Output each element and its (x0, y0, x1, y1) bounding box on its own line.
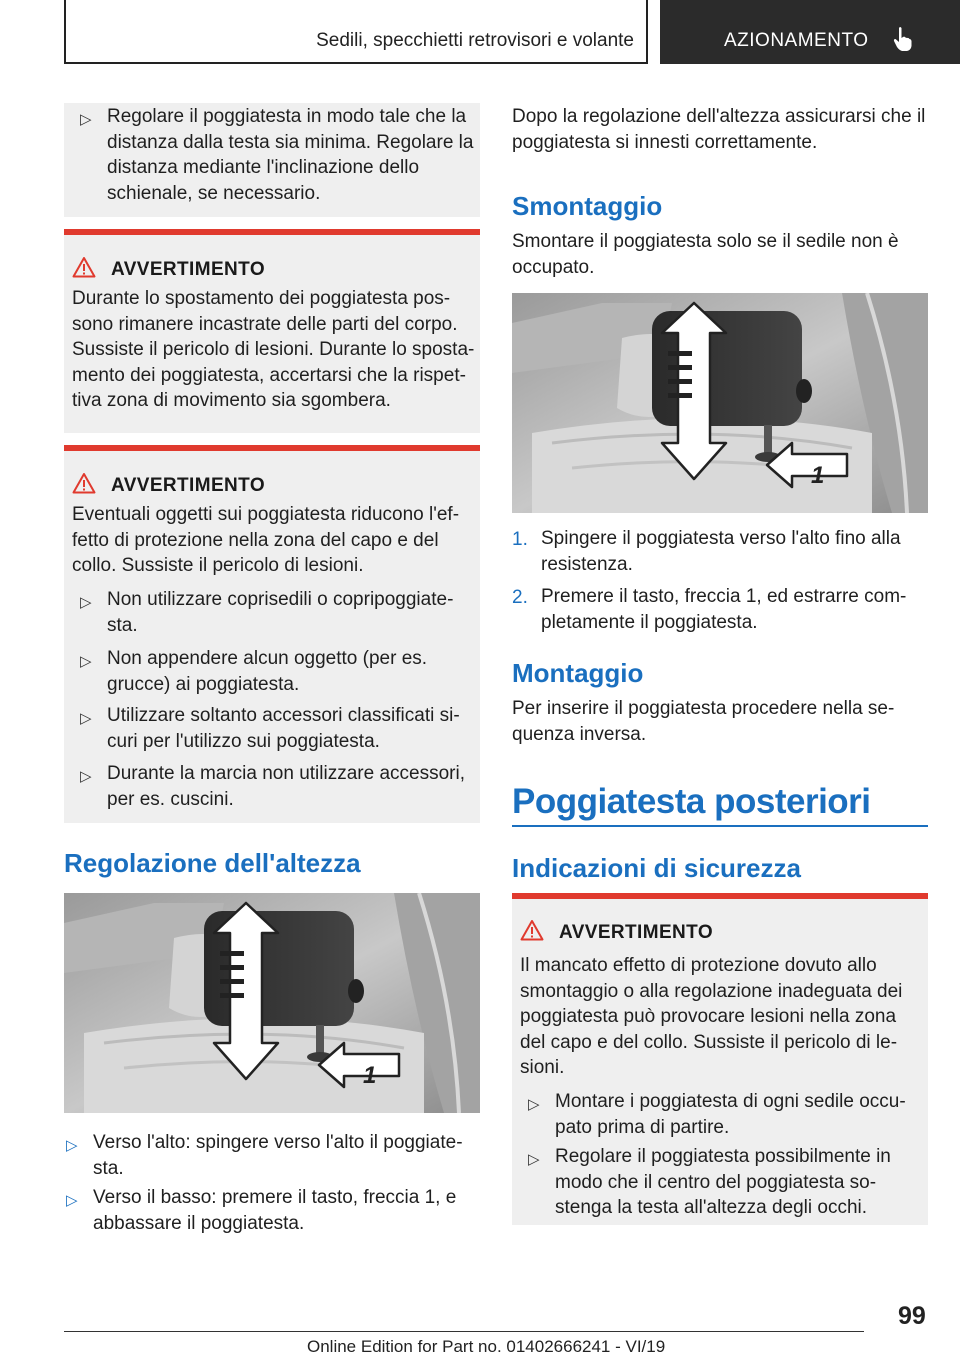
montaggio-text: Per inserire il poggiatesta procedere nella se- quenza inversa. (512, 698, 895, 745)
warning-item: Non appendere alcun oggetto (per es. grucce) ai poggiatesta. (107, 648, 428, 695)
footer-rule (64, 1331, 864, 1332)
headrest-photo-remove (512, 293, 928, 513)
warning-item: Non utilizzare coprisedili o copripoggiate- sta. (107, 589, 454, 636)
bullet-icon: ▷ (80, 111, 92, 128)
bullet-icon: ▷ (66, 1192, 78, 1209)
tip-text: Regolare il poggiatesta in modo tale che la distanza dalla testa sia minima. Regolare la distanza mediante l'inclinazione dello schienale, se necessario. (107, 106, 474, 204)
bullet-icon: ▷ (528, 1151, 540, 1168)
warning-text-1: Durante lo spostamento dei poggiatesta pos- sono rimanere incastrate delle parti del corpo. Sussiste il pericolo di lesioni. Durante lo sposta- mento dei poggiatesta, accertarsi che la rispet- tiva zona di movimento sia sgombera. (72, 288, 475, 411)
arrow-label: 1 (811, 462, 825, 489)
header-chapter-tab (660, 0, 960, 64)
headrest-photo-adjust (64, 893, 480, 1113)
header-section-title: Sedili, specchietti retrovisori e volante (316, 30, 634, 51)
warning-triangle-icon (72, 472, 96, 494)
warning-item: Durante la marcia non utilizzare accessori, per es. cuscini. (107, 763, 465, 810)
bullet-icon: ▷ (80, 710, 92, 727)
bullet-icon: ▷ (80, 768, 92, 785)
warning-bar-1 (64, 229, 480, 235)
bullet-icon: ▷ (80, 594, 92, 611)
warning-triangle-icon (72, 256, 96, 278)
warning-title-3: AVVERTIMENTO (559, 922, 713, 943)
heading-smontaggio: Smontaggio (512, 191, 663, 221)
page-number: 99 (898, 1302, 926, 1330)
smontaggio-text: Smontare il poggiatesta solo se il sedile non è occupato. (512, 231, 899, 278)
warning-title-1: AVVERTIMENTO (111, 259, 265, 280)
footer-edition: Online Edition for Part no. 01402666241 - VI/19 (307, 1337, 666, 1356)
warning-bar-2 (64, 445, 480, 451)
warning-triangle-icon (520, 919, 544, 941)
step-number: 1. (512, 529, 528, 550)
warning-title-2: AVVERTIMENTO (111, 475, 265, 496)
step-up: Verso l'alto: spingere verso l'alto il poggiate- sta. (93, 1132, 463, 1179)
hand-pointer-icon (893, 26, 913, 52)
heading-montaggio: Montaggio (512, 658, 644, 688)
smontaggio-step-2: Premere il tasto, freccia 1, ed estrarre com- pletamente il poggiatesta. (541, 586, 907, 633)
step-number: 2. (512, 587, 528, 608)
warning-item: Regolare il poggiatesta possibilmente in modo che il centro del poggiatesta so- stenga la testa all'altezza degli occhi. (555, 1146, 891, 1218)
header-chapter-title: AZIONAMENTO (724, 30, 869, 51)
bullet-icon: ▷ (80, 653, 92, 670)
arrow-label: 1 (363, 1062, 377, 1089)
section-rule (512, 825, 928, 827)
bullet-icon: ▷ (66, 1137, 78, 1154)
step-down: Verso il basso: premere il tasto, freccia 1, e abbassare il poggiatesta. (93, 1187, 457, 1234)
smontaggio-step-1: Spingere il poggiatesta verso l'alto fino alla resistenza. (541, 528, 901, 575)
warning-text-3: Il mancato effetto di protezione dovuto allo smontaggio o alla regolazione inadeguata dei poggiatesta può provocare lesioni nella zona del capo e del collo. Sussiste il pericolo di le- sioni. (520, 955, 903, 1078)
heading-safety: Indicazioni di sicurezza (512, 853, 801, 883)
intro-text: Dopo la regolazione dell'altezza assicurarsi che il poggiatesta si innesti correttamente. (512, 106, 926, 153)
heading-height-adjustment: Regolazione dell'altezza (64, 848, 361, 878)
header-section-box (64, 0, 648, 64)
warning-bar-3 (512, 893, 928, 899)
warning-item: Utilizzare soltanto accessori classificati si- curi per l'utilizzo sui poggiatesta. (107, 705, 460, 752)
warning-text-2: Eventuali oggetti sui poggiatesta riducono l'ef- fetto di protezione nella zona del capo e del collo. Sussiste il pericolo di lesioni. (72, 504, 460, 576)
bullet-icon: ▷ (528, 1096, 540, 1113)
section-title: Poggiatesta posteriori (512, 782, 871, 821)
warning-item: Montare i poggiatesta di ogni sedile occu- pato prima di partire. (555, 1091, 906, 1138)
